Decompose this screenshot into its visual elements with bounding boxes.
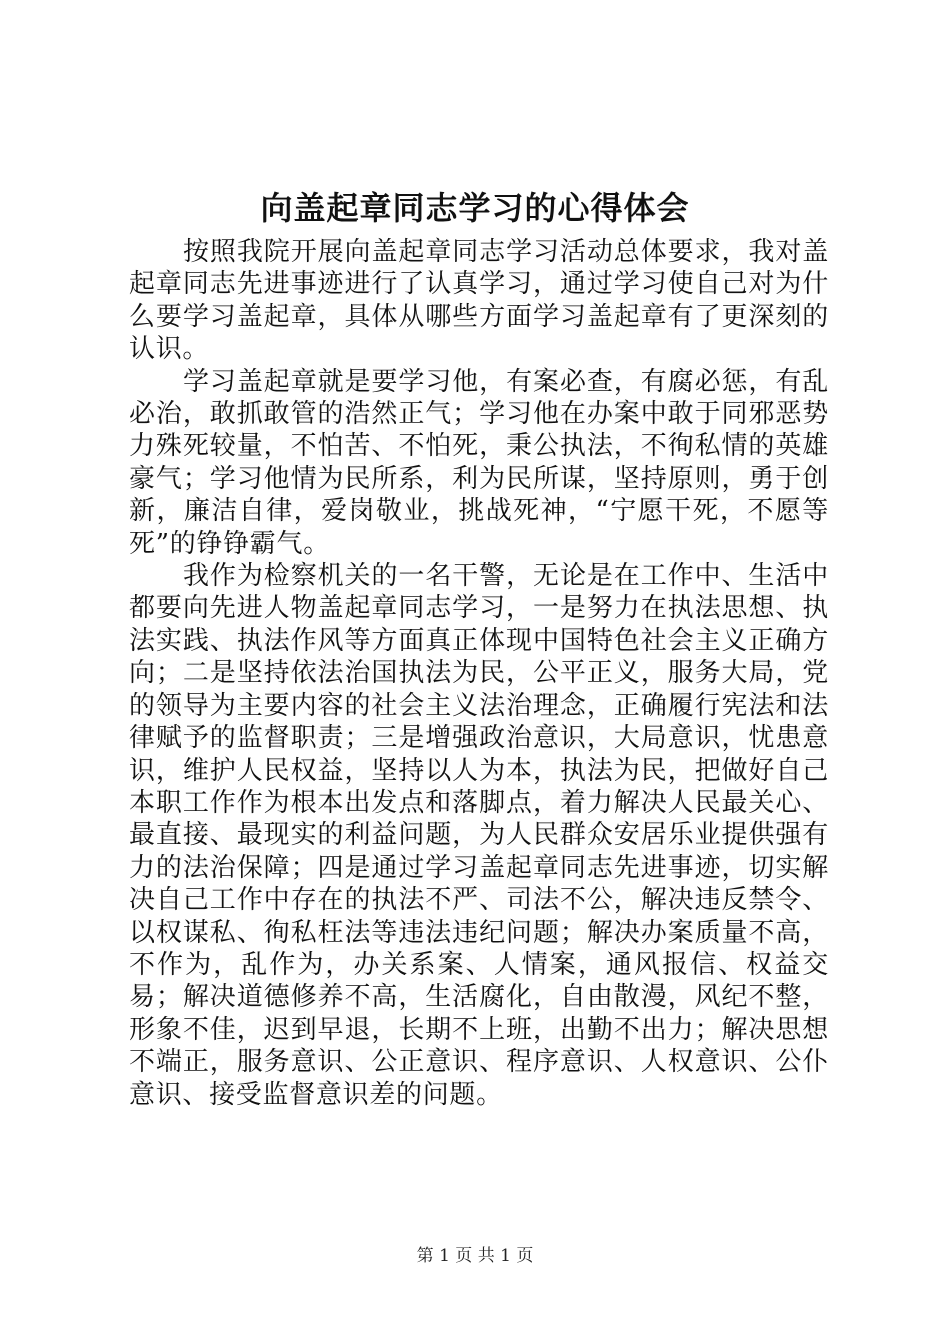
page-number-footer: 第 1 页 共 1 页: [416, 1246, 534, 1266]
paragraph-personal-commitment: 我作为检察机关的一名干警，无论是在工作中、生活中都要向先进人物盖起章同志学习，一是努力在执法思想、执法实践、执法作风等方面真正体现中国特色社会主义正确方向；二是坚持依法治国执法为民，公平正义，服务大局，党的领导为主要内容的社会主义法治理念，正确履行宪法和法律赋予的监督职责；三是增强政治意识，大局意识，忧患意识，维护人民权益，坚持以人为本，执法为民，把做好自己本职工作作为根本出发点和落脚点，着力解决人民最关心、最直接、最现实的利益问题，为人民群众安居乐业提供强有力的法治保障；四是通过学习盖起章同志先进事迹，切实解决自己工作中存在的执法不严、司法不公，解决违反禁令、以权谋私、徇私枉法等违法违纪问题；解决办案质量不高，不作为，乱作为，办关系案、人情案，通风报信、权益交易；解决道德修养不高，生活腐化，自由散漫，风纪不整，形象不佳，迟到早退，长期不上班，出勤不出力；解决思想不端正，服务意识、公正意识、程序意识、人权意识、公仆意识、接受监督意识差的问题。: [129, 561, 829, 1110]
document-body: [129, 236, 829, 1111]
paragraph-intro: 按照我院开展向盖起章同志学习活动总体要求，我对盖起章同志先进事迹进行了认真学习，通过学习使自己对为什么要学习盖起章，具体从哪些方面学习盖起章有了更深刻的认识。: [129, 237, 829, 365]
document-title: 向盖起章同志学习的心得体会: [260, 189, 690, 227]
paragraph-learning-content: 学习盖起章就是要学习他，有案必查，有腐必惩，有乱必治，敢抓敢管的浩然正气；学习他在办案中敢于同邪恶势力殊死较量，不怕苦、不怕死，秉公执法，不徇私情的英雄豪气；学习他情为民所系，利为民所谋，坚持原则，勇于创新，廉洁自律，爱岗敬业，挑战死神，“宁愿干死，不愿等死”的铮铮霸气。: [129, 366, 829, 559]
